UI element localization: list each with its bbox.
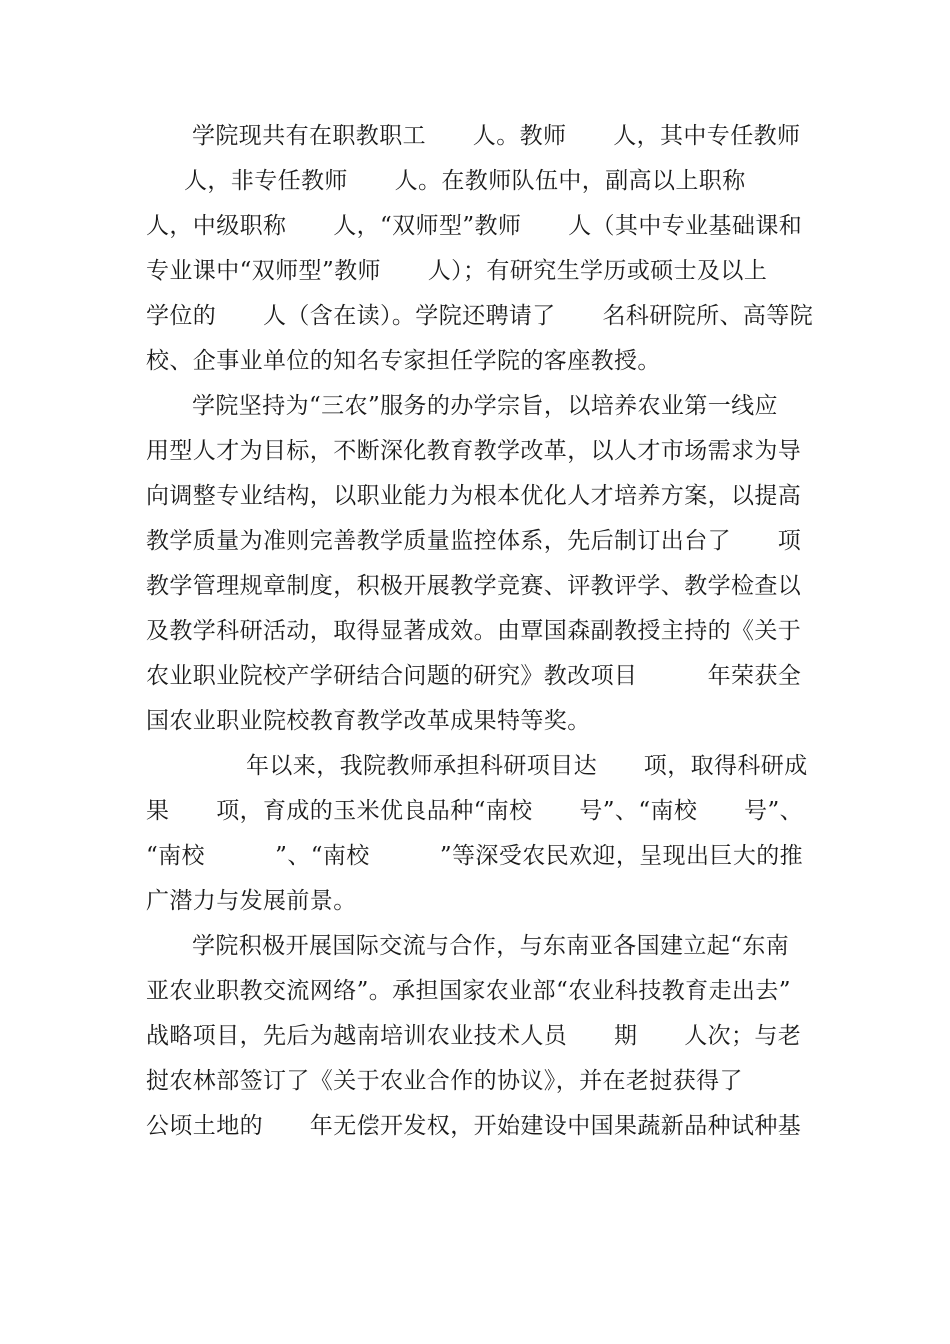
text-line-18: 广潜力与发展前景。 — [146, 888, 357, 914]
text-line-16: 果 项，育成的玉米优良品种“南校 号”、“南校 号”、 — [146, 798, 804, 824]
text-line-22: 挝农林部签订了《关于农业合作的协议》，并在老挝获得了 — [146, 1068, 743, 1094]
text-line-11: 教学管理规章制度，积极开展教学竞赛、评教评学、教学检查以 — [146, 573, 802, 599]
text-line-14: 国农业职业院校教育教学改革成果特等奖。 — [146, 708, 591, 734]
text-line-8: 用型人才为目标，不断深化教育教学改革，以人才市场需求为导 — [146, 438, 802, 464]
text-line-12: 及教学科研活动，取得显著成效。由覃国森副教授主持的《关于 — [146, 618, 802, 644]
text-line-7: 学院坚持为“三农”服务的办学宗旨，以培养农业第一线应 — [192, 393, 778, 419]
text-line-1: 学院现共有在职教职工 人。教师 人，其中专任教师 — [192, 123, 801, 149]
text-line-21: 战略项目，先后为越南培训农业技术人员 期 人次；与老 — [146, 1023, 802, 1049]
text-line-6: 校、企事业单位的知名专家担任学院的客座教授。 — [146, 348, 661, 374]
text-line-15: 年以来，我院教师承担科研项目达 项，取得科研成 — [246, 753, 808, 779]
text-line-23: 公顷土地的 年无偿开发权，开始建设中国果蔬新品种试种基 — [146, 1113, 802, 1139]
text-line-19: 学院积极开展国际交流与合作，与东南亚各国建立起“东南 — [192, 933, 790, 959]
text-line-9: 向调整专业结构，以职业能力为根本优化人才培养方案，以提高 — [146, 483, 802, 509]
text-line-10: 教学质量为准则完善教学质量监控体系，先后制订出台了 项 — [146, 528, 802, 554]
text-line-20: 亚农业职教交流网络”。承担国家农业部“农业科技教育走出去” — [146, 978, 791, 1004]
text-line-17: “南校 ”、“南校 ”等深受农民欢迎，呈现出巨大的推 — [146, 843, 804, 869]
text-line-2: 人，非专任教师 人。在教师队伍中，副高以上职称 — [184, 168, 746, 194]
text-line-13: 农业职业院校产学研结合问题的研究》教改项目 年荣获全 — [146, 663, 802, 689]
text-line-4: 专业课中“双师型”教师 人）；有研究生学历或硕士及以上 — [146, 258, 768, 284]
text-line-3: 人，中级职称 人，“双师型”教师 人（其中专业基础课和 — [146, 213, 803, 239]
text-line-5: 学位的 人（含在读）。学院还聘请了 名科研院所、高等院 — [146, 303, 814, 329]
